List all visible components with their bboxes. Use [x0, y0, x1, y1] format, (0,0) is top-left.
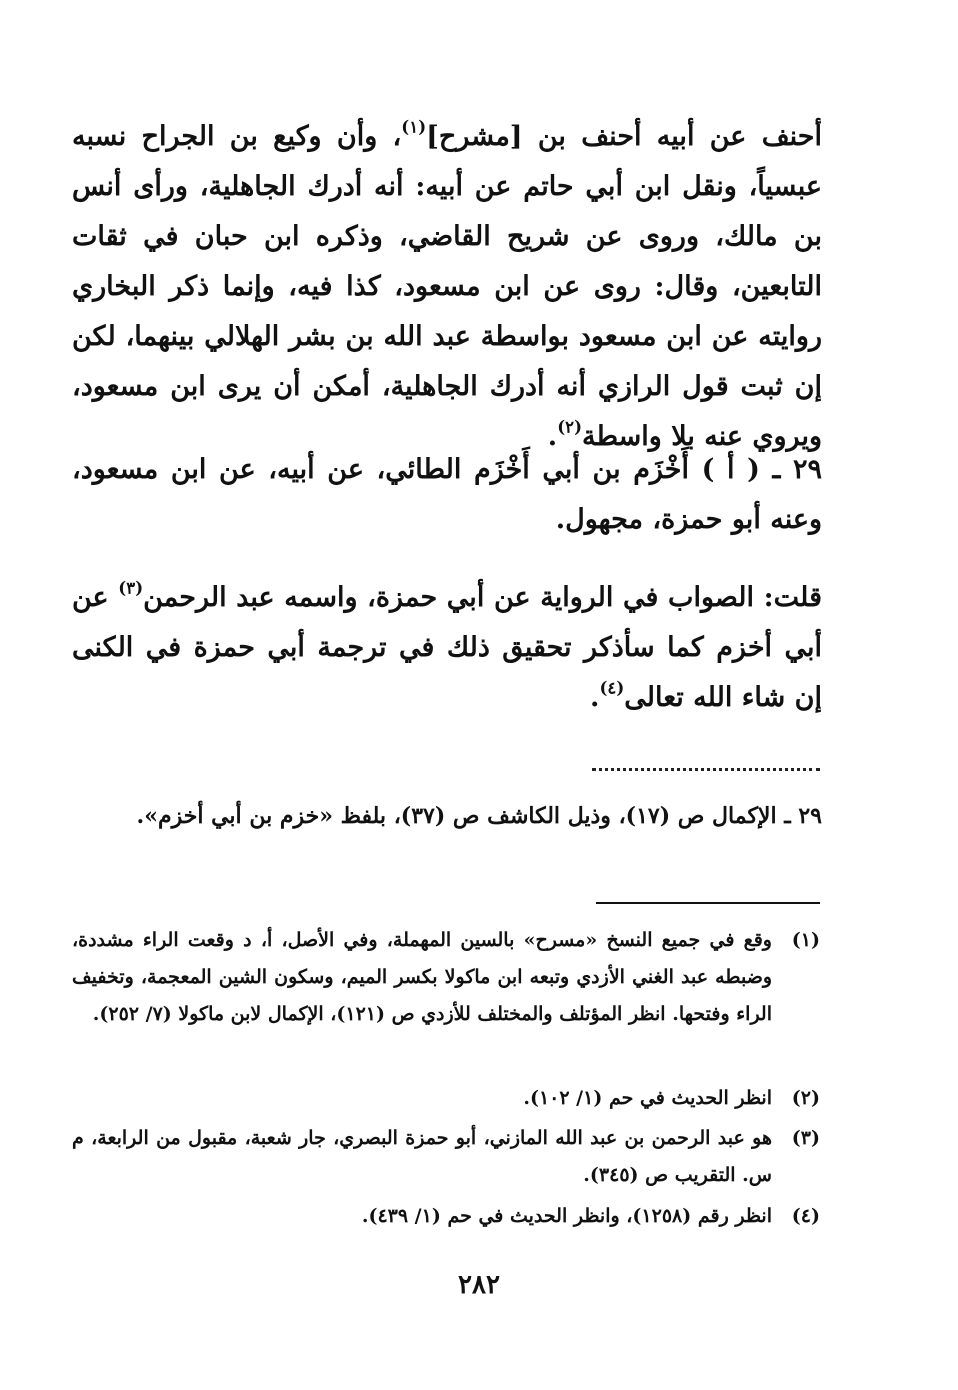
page-number: ٢٨٢ [458, 1270, 500, 1300]
paragraph-1-text-b: ، وأن وكيع بن الجراح نسبه عبسياً، ونقل ابن أبي حاتم عن أبيه: أنه أدرك الجاهلية، ورأى أنس بن مالك، وروى عن شريح القاضي، وذكره ابن حبان في ثقات التابعين، وقال: روى عن ابن مسعود، كذا فيه، وإنما ذكر البخاري روايته عن ابن مسعود بواسطة عبد الله بن بشر الهلالي بينهما، لكن إن ثبت قول الرازي أنه أدرك الجاهلية، أمكن أن يرى ابن مسعود، ويروي عنه بلا واسطة [72, 121, 822, 452]
footnote-number: (٣) [791, 1127, 820, 1149]
source-entry: ٢٩ ـ الإكمال ص (١٧)، وذيل الكاشف ص (٣٧)، بلفظ «خزم بن أبي أخزم». [136, 803, 822, 829]
footnote-2 [72, 1080, 820, 1117]
footnote-rule [596, 902, 820, 904]
paragraph-3-end: . [590, 682, 600, 713]
paragraph-1-text-a: أحنف عن أبيه أحنف بن [مشرح] [426, 121, 822, 152]
footnote-ref-2[interactable]: (٢) [557, 416, 583, 437]
footnote-4 [72, 1198, 820, 1235]
footnote-number: (٤) [791, 1205, 820, 1227]
paragraph-3 [72, 573, 822, 723]
footnote-1 [72, 922, 820, 1033]
footnote-text: وقع في جميع النسخ «مسرح» بالسين المهملة، وفي الأصل، أ، د وقعت الراء مشددة، وضبطه عبد الغني الأزدي وتبعه ابن ماكولا بكسر الميم، وسكون الشين المعجمة، وتخفيف الراء وفتحها. انظر المؤتلف والمختلف للأزدي ص (١٢١)، الإكمال لابن ماكولا (٧/ ٢٥٢). [72, 929, 772, 1025]
footnote-text: انظر رقم (١٢٥٨)، وانظر الحديث في حم (١/ ٤٣٩). [361, 1205, 772, 1227]
paragraph-1-end: . [547, 421, 558, 452]
paragraph-1 [72, 112, 822, 462]
footnote-ref-4[interactable]: (٤) [599, 677, 625, 698]
paragraph-3-text-b: عن أبي أخزم كما سأذكر تحقيق ذلك في ترجمة أبي حمزة في الكنى إن شاء الله تعالى [72, 582, 822, 713]
footnote-3 [72, 1120, 820, 1194]
footnote-number: (١) [791, 929, 820, 951]
footnote-text: هو عبد الرحمن بن عبد الله المازني، أبو حمزة البصري، جار شعبة، مقبول من الرابعة، م س. التقريب ص (٣٤٥). [72, 1127, 772, 1186]
paragraph-3-text-a: قلت: الصواب في الرواية عن أبي حمزة، واسمه عبد الرحمن [143, 582, 822, 613]
footnote-ref-3[interactable]: (٣) [118, 577, 144, 598]
footnote-ref-1[interactable]: (١) [401, 116, 427, 137]
footnote-number: (٢) [791, 1087, 820, 1109]
dotted-separator [592, 768, 820, 771]
entry-29-paragraph: ٢٩ ـ ( أ ) أَخْزَم بن أبي أَخْزَم الطائي، عن أبيه، عن ابن مسعود، وعنه أبو حمزة، مجهول. [72, 454, 822, 535]
footnote-text: انظر الحديث في حم (١/ ١٠٢). [523, 1087, 772, 1109]
